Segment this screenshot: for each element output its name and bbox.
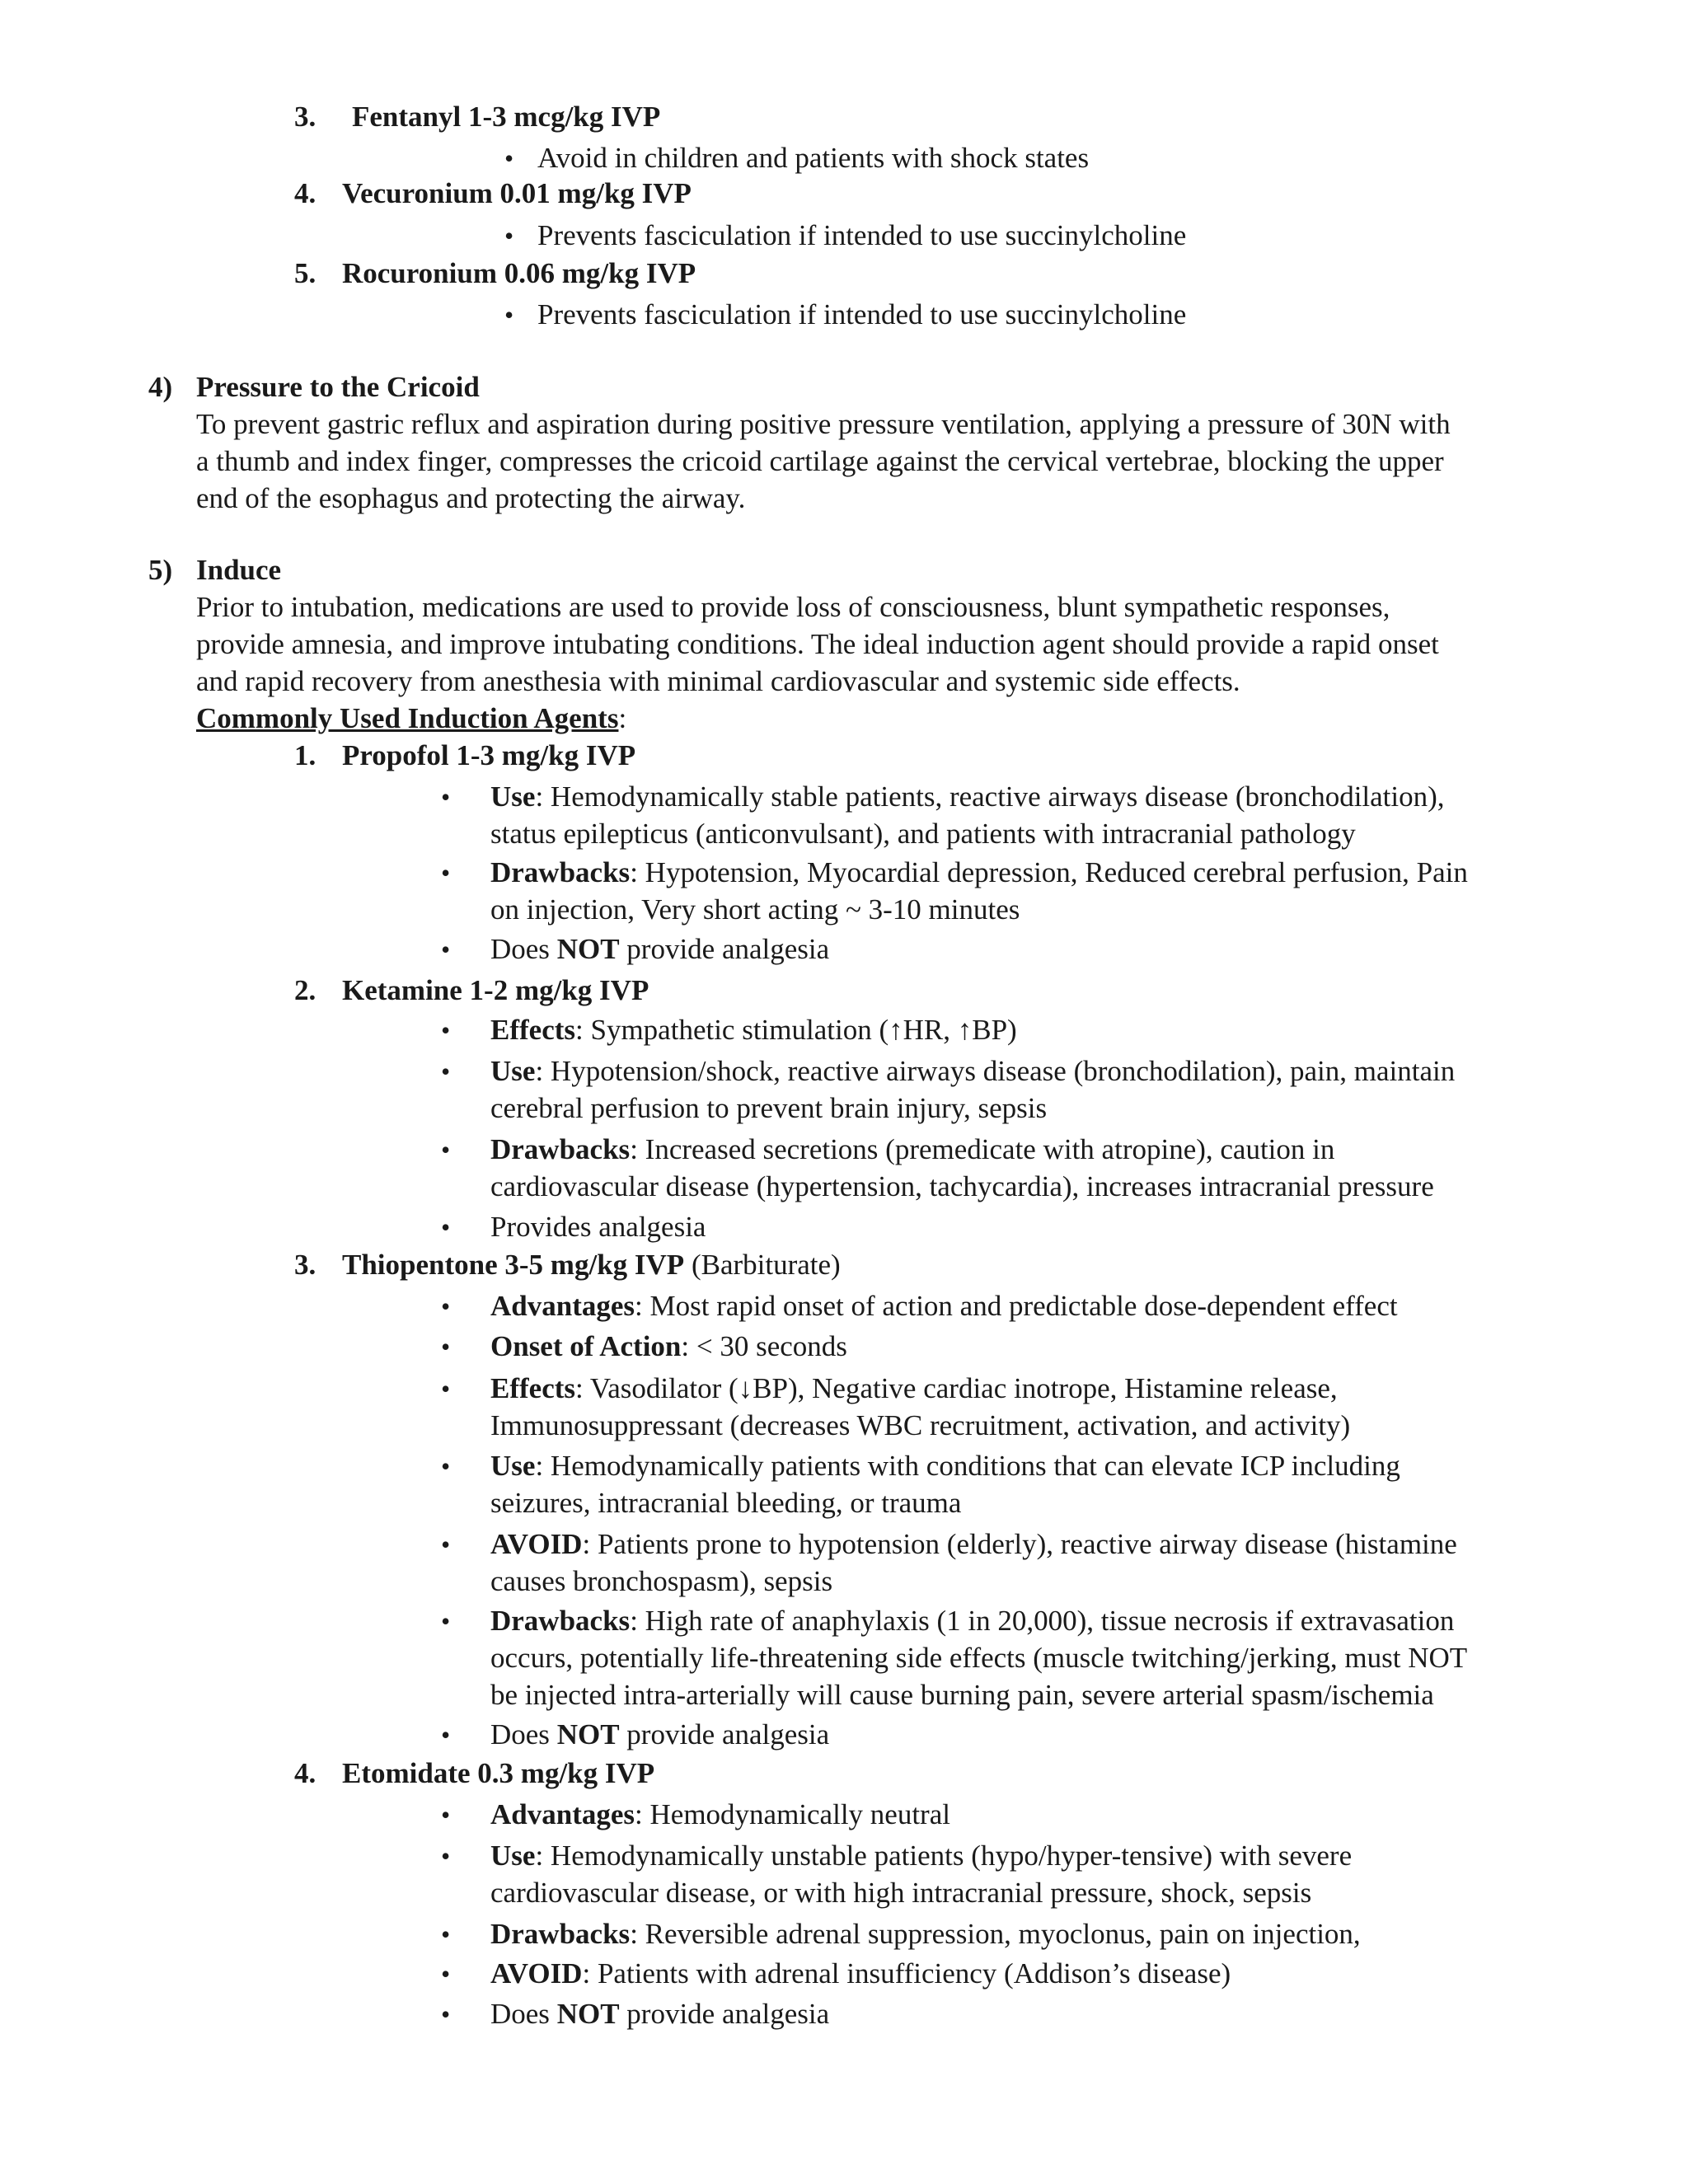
drug-title-ketamine: Ketamine 1-2 mg/kg IVP	[342, 974, 649, 1006]
list-item: Effects: Vasodilator (↓BP), Negative cardiac inotrope, Histamine release,	[490, 1372, 1338, 1404]
list-item-continuation: on injection, Very short acting ~ 3-10 minutes	[490, 893, 1020, 926]
bullet-icon: •	[504, 221, 514, 251]
list-item: Prevents fasciculation if intended to use succinylcholine	[537, 219, 1187, 251]
bullet-icon: •	[441, 1291, 451, 1321]
drug-title-fentanyl: Fentanyl 1-3 mcg/kg IVP	[352, 101, 661, 133]
bullet-icon: •	[441, 1332, 451, 1361]
list-item: Does NOT provide analgesia	[490, 1718, 830, 1750]
bullet-icon: •	[441, 1530, 451, 1559]
list-item: Avoid in children and patients with shock states	[537, 142, 1090, 174]
paragraph-line: and rapid recovery from anesthesia with minimal cardiovascular and systemic side effects.	[196, 665, 1240, 697]
list-item: Drawbacks: Reversible adrenal suppression, myoclonus, pain on injection,	[490, 1918, 1361, 1950]
bullet-icon: •	[441, 1919, 451, 1949]
bullet-icon: •	[504, 143, 514, 173]
bullet-icon: •	[441, 1451, 451, 1481]
bullet-icon: •	[441, 1374, 451, 1404]
list-item-continuation: cerebral perfusion to prevent brain injury, sepsis	[490, 1092, 1048, 1124]
list-item-continuation: status epilepticus (anticonvulsant), and patients with intracranial pathology	[490, 818, 1356, 850]
paragraph-line: To prevent gastric reflux and aspiration during positive pressure ventilation, applying a pressure of 30N with	[196, 408, 1451, 440]
drug-title-thiopentone: Thiopentone 3-5 mg/kg IVP (Barbiturate)	[342, 1249, 841, 1281]
bullet-icon: •	[441, 1135, 451, 1165]
list-item-continuation: causes bronchospasm), sepsis	[490, 1565, 833, 1597]
list-item-continuation: seizures, intracranial bleeding, or trauma	[490, 1487, 962, 1519]
list-item: Advantages: Most rapid onset of action and predictable dose-dependent effect	[490, 1290, 1398, 1322]
list-item: Does NOT provide analgesia	[490, 933, 830, 965]
bullet-icon: •	[441, 1606, 451, 1636]
drug-title-propofol: Propofol 1-3 mg/kg IVP	[342, 739, 636, 771]
paragraph-line: provide amnesia, and improve intubating conditions. The ideal induction agent should provide a rapid onset	[196, 628, 1439, 660]
list-number: 4.	[294, 1757, 316, 1789]
list-item: Effects: Sympathetic stimulation (↑HR, ↑BP)	[490, 1014, 1017, 1046]
list-item-continuation: Immunosuppressant (decreases WBC recruitment, activation, and activity)	[490, 1409, 1351, 1441]
bullet-icon: •	[441, 858, 451, 888]
list-number: 2.	[294, 974, 316, 1006]
list-item-continuation: cardiovascular disease (hypertension, tachycardia), increases intracranial pressure	[490, 1170, 1434, 1202]
bullet-icon: •	[441, 935, 451, 964]
bullet-icon: •	[441, 1212, 451, 1242]
list-item: Prevents fasciculation if intended to use succinylcholine	[537, 298, 1187, 330]
list-item: Use: Hemodynamically stable patients, reactive airways disease (bronchodilation),	[490, 780, 1445, 813]
bullet-icon: •	[441, 1999, 451, 2029]
list-item: Use: Hypotension/shock, reactive airways disease (bronchodilation), pain, maintain	[490, 1055, 1456, 1087]
drug-title-vecuronium: Vecuronium 0.01 mg/kg IVP	[342, 177, 692, 209]
list-item: Onset of Action: < 30 seconds	[490, 1330, 847, 1362]
bullet-icon: •	[441, 782, 451, 812]
list-number: 3.	[294, 1249, 316, 1281]
paragraph-line: end of the esophagus and protecting the airway.	[196, 482, 746, 514]
list-item: Drawbacks: Increased secretions (premedicate with atropine), caution in	[490, 1133, 1335, 1165]
list-number: 3.	[294, 101, 316, 133]
list-item: Does NOT provide analgesia	[490, 1998, 830, 2030]
drug-title-etomidate: Etomidate 0.3 mg/kg IVP	[342, 1757, 655, 1789]
list-item: AVOID: Patients prone to hypotension (elderly), reactive airway disease (histamine	[490, 1528, 1457, 1560]
list-number: 4.	[294, 177, 316, 209]
subheading-induction-agents: Commonly Used Induction Agents:	[196, 702, 627, 734]
section-heading-induce: Induce	[196, 554, 282, 586]
bullet-icon: •	[441, 1800, 451, 1830]
paragraph-line: Prior to intubation, medications are used to provide loss of consciousness, blunt sympathetic responses,	[196, 591, 1390, 623]
section-number: 5)	[148, 554, 173, 586]
list-item: AVOID: Patients with adrenal insufficiency (Addison’s disease)	[490, 1957, 1231, 1990]
bullet-icon: •	[441, 1720, 451, 1750]
list-item-continuation: occurs, potentially life-threatening side effects (muscle twitching/jerking, must NOT	[490, 1642, 1468, 1674]
list-item: Provides analgesia	[490, 1211, 706, 1243]
list-item-continuation: cardiovascular disease, or with high intracranial pressure, shock, sepsis	[490, 1877, 1312, 1909]
paragraph-line: a thumb and index finger, compresses the cricoid cartilage against the cervical vertebrae, blocking the upper	[196, 445, 1444, 477]
list-item: Drawbacks: High rate of anaphylaxis (1 in 20,000), tissue necrosis if extravasation	[490, 1605, 1455, 1637]
bullet-icon: •	[441, 1959, 451, 1989]
list-item: Use: Hemodynamically unstable patients (hypo/hyper-tensive) with severe	[490, 1840, 1353, 1872]
bullet-icon: •	[441, 1015, 451, 1045]
list-number: 5.	[294, 257, 316, 289]
section-heading-cricoid: Pressure to the Cricoid	[196, 371, 480, 403]
bullet-icon: •	[441, 1841, 451, 1871]
list-item-continuation: be injected intra-arterially will cause burning pain, severe arterial spasm/ischemia	[490, 1679, 1434, 1711]
list-item: Use: Hemodynamically patients with conditions that can elevate ICP including	[490, 1450, 1400, 1482]
bullet-icon: •	[441, 1057, 451, 1086]
bullet-icon: •	[504, 300, 514, 330]
list-number: 1.	[294, 739, 316, 771]
list-item: Drawbacks: Hypotension, Myocardial depression, Reduced cerebral perfusion, Pain	[490, 856, 1468, 888]
section-number: 4)	[148, 371, 173, 403]
list-item: Advantages: Hemodynamically neutral	[490, 1798, 950, 1830]
drug-title-rocuronium: Rocuronium 0.06 mg/kg IVP	[342, 257, 696, 289]
